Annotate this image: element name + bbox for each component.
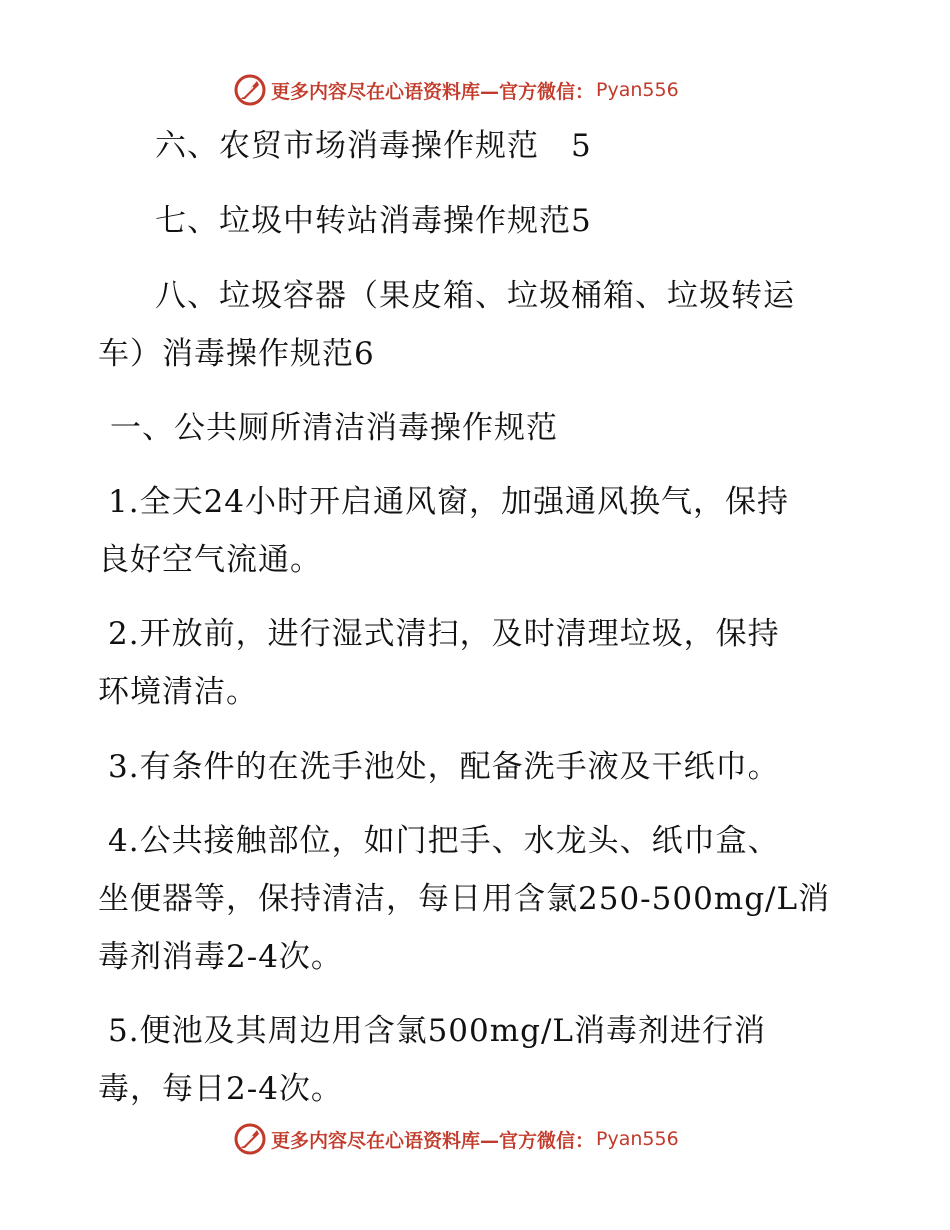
banner-text: 更多内容尽在心语资料库—官方微信：	[271, 1129, 595, 1152]
quill-logo-icon	[233, 1122, 267, 1156]
toc-item-8-cont: 车）消毒操作规范6	[98, 336, 375, 372]
banner-text: 更多内容尽在心语资料库—官方微信：	[271, 80, 595, 103]
paragraph-line: 良好空气流通。	[98, 542, 322, 578]
toc-item-8: 八、垃圾容器（果皮箱、垃圾桶箱、垃圾转运	[155, 278, 795, 314]
banner-account: Pyan556	[596, 79, 679, 101]
paragraph-line: 坐便器等，保持清洁，每日用含氯250-500mg/L消	[98, 881, 831, 917]
paragraph-line: 毒，每日2-4次。	[98, 1071, 343, 1107]
paragraph-line: 1.全天24小时开启通风窗，加强通风换气，保持	[108, 484, 790, 520]
toc-item-7: 七、垃圾中转站消毒操作规范5	[155, 203, 592, 239]
toc-item-6: 六、农贸市场消毒操作规范 5	[155, 128, 592, 164]
banner-account: Pyan556	[596, 1128, 679, 1150]
paragraph-line: 4.公共接触部位，如门把手、水龙头、纸巾盒、	[108, 823, 780, 859]
paragraph-line: 2.开放前，进行湿式清扫，及时清理垃圾，保持	[108, 616, 780, 652]
paragraph-line: 5.便池及其周边用含氯500mg/L消毒剂进行消	[108, 1013, 767, 1049]
paragraph-line: 环境清洁。	[98, 674, 258, 710]
footer-banner	[233, 1121, 679, 1157]
header-banner	[233, 72, 679, 108]
section-title: 一、公共厕所清洁消毒操作规范	[110, 410, 558, 446]
paragraph-line: 3.有条件的在洗手池处，配备洗手液及干纸巾。	[108, 749, 780, 785]
quill-logo-icon	[233, 73, 267, 107]
paragraph-line: 毒剂消毒2-4次。	[98, 939, 343, 975]
